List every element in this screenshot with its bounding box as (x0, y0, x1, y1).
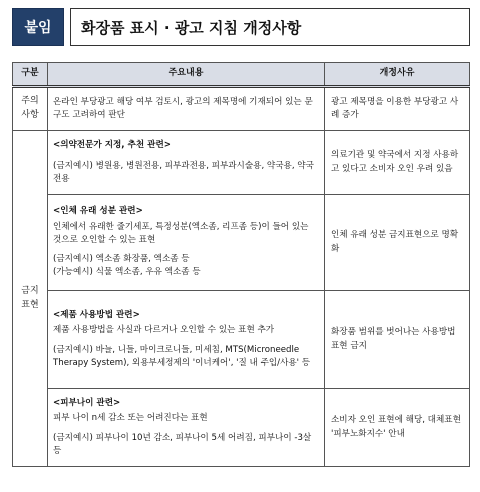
category-label: 사항 (21, 110, 39, 120)
header (12, 8, 470, 46)
reason-cell: 소비자 오인 표현에 해당, 대체표현 '피부노화지수' 안내 (325, 389, 470, 467)
content-cell (48, 131, 325, 195)
column-header-category: 구분 (13, 63, 48, 87)
section-title: <인체 유래 성분 관련> (53, 206, 143, 217)
column-header-content: 주요내용 (48, 63, 325, 87)
table-row (13, 87, 470, 131)
section-body: 피부 나이 n세 감소 또는 어려진다는 표현 (53, 413, 208, 424)
content-cell (48, 389, 325, 467)
category-label: 표현 (21, 299, 39, 310)
example-text: (금지예시) 피부나이 10년 감소, 피부나이 5세 어려짐, 피부나이 -3살 등 (53, 432, 312, 456)
page-title: 화장품 표시 · 광고 지침 개정사항 (70, 8, 470, 46)
content-cell: 온라인 부당광고 해당 여부 검토시, 광고의 제목명에 기재되어 있는 문구도 고려하여 판단 (48, 87, 325, 131)
example-text: (금지예시) 엑소좀 화장품, 엑소좀 등 (53, 254, 190, 265)
category-cell (13, 87, 48, 131)
column-header-reason: 개정사유 (325, 63, 470, 87)
category-label: 주의 (21, 96, 39, 107)
reason-cell: 화장품 범위를 벗어나는 사용방법 표현 금지 (325, 291, 470, 389)
section-title: <제품 사용방법 관련> (53, 309, 140, 320)
table-row (13, 291, 470, 389)
table-row (13, 389, 470, 467)
attachment-tag: 붙임 (12, 8, 64, 46)
category-cell (13, 131, 48, 467)
content-cell (48, 195, 325, 291)
section-body: 인체에서 유래한 줄기세포, 특정성분(엑소좀, 리프좀 등)이 들어 있는 것으로 오인할 수 있는 표현 (53, 221, 309, 245)
category-label: 금지 (21, 285, 39, 296)
table-row (13, 195, 470, 291)
reason-cell: 의료기관 및 약국에서 지정 사용하고 있다고 소비자 오인 우려 있음 (325, 131, 470, 195)
section-title: <피부나이 관련> (53, 397, 121, 408)
table-row (13, 131, 470, 195)
amendments-table (12, 62, 470, 467)
example-text: (가능예시) 식물 엑소좀, 우유 엑소좀 등 (53, 267, 201, 278)
content-cell (48, 291, 325, 389)
section-title: <의약전문가 지정, 추천 관련> (53, 139, 171, 150)
table-header-row (13, 63, 470, 87)
example-text: (금지예시) 바늘, 니들, 마이크로니들, 미세침, MTS(Microneedle Therapy System), 외용부세정제의 '이너케어', '질 내 주입/사용' 등 (53, 344, 311, 368)
section-body: 제품 사용방법을 사실과 다르거나 오인할 수 있는 표현 추가 (53, 325, 275, 336)
reason-cell: 광고 제목명을 이용한 부당광고 사례 증가 (325, 87, 470, 131)
example-text: (금지예시) 병원용, 병원전용, 피부과전용, 피부과시술용, 약국용, 약국전용 (53, 160, 314, 185)
reason-cell: 인체 유래 성분 금지표현으로 명확화 (325, 195, 470, 291)
